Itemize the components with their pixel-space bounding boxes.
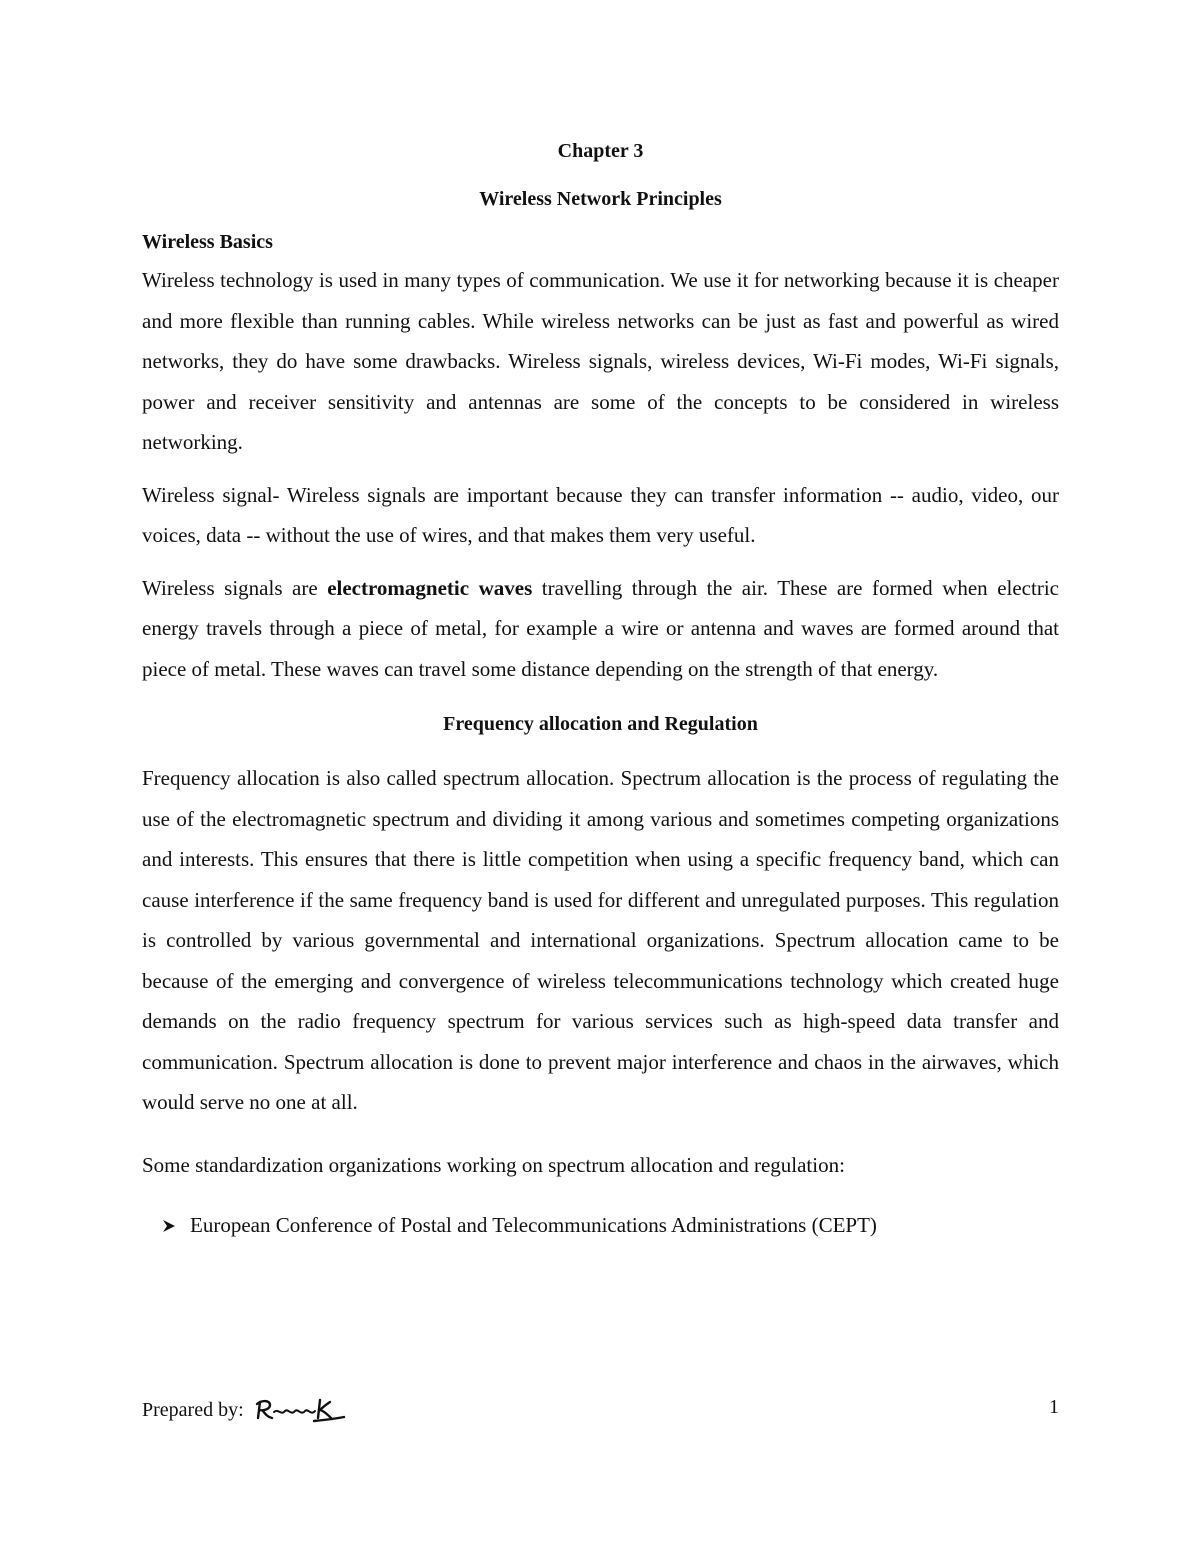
page-content (142, 140, 1059, 1238)
paragraph-spectrum-allocation: Frequency allocation is also called spectrum allocation. Spectrum allocation is the process of regulating the use of the electromagnetic spectrum and dividing it among various and sometimes competing organizations and interests. This ensures that there is little competition when using a specific frequency band, which can cause interference if the same frequency band is used for different and unregulated purposes. This regulation is controlled by various governmental and international organizations. Spectrum allocation came to be because of the emerging and convergence of wireless telecommunications technology which created huge demands on the radio frequency spectrum for various services such as high-speed data transfer and communication. Spectrum allocation is done to prevent major interference and chaos in the airwaves, which would serve no one at all. (142, 766, 1059, 1114)
list-item (162, 1213, 1059, 1238)
paragraph-wireless-technology: Wireless technology is used in many types of communication. We use it for networking because it is cheaper and more flexible than running cables. While wireless networks can be just as fast and powerful as wired networks, they do have some drawbacks. Wireless signals, wireless devices, Wi-Fi modes, Wi-Fi signals, power and receiver sensitivity and antennas are some of the concepts to be considered in wireless networking. (142, 268, 1059, 454)
section-heading-wireless-basics: Wireless Basics (142, 231, 273, 253)
paragraph-text-after: travelling through the air. These are formed when electric energy travels through a piece of metal, for example a wire or antenna and waves are formed around that piece of metal. These waves can travel some distance depending on the strength of that energy. (142, 575, 1059, 681)
page-footer (142, 1394, 1059, 1426)
arrowhead-bullet-icon (162, 1219, 176, 1233)
prepared-by-label: Prepared by: (142, 1398, 244, 1421)
chapter-subtitle: Wireless Network Principles (479, 188, 722, 210)
list-item-text: European Conference of Postal and Telecommunications Administrations (CEPT) (190, 1213, 877, 1237)
organizations-list (142, 1213, 1059, 1238)
section-heading-frequency-allocation: Frequency allocation and Regulation (443, 713, 758, 735)
page-number: 1 (1049, 1396, 1059, 1418)
signature-image (254, 1396, 350, 1424)
paragraph-text-before: Wireless signals are (142, 575, 328, 600)
paragraph-electromagnetic-waves (142, 568, 1059, 690)
paragraph-standardization-organizations: Some standardization organizations working on spectrum allocation and regulation: (142, 1152, 845, 1177)
prepared-by-block (142, 1396, 350, 1424)
paragraph-wireless-signal: Wireless signal- Wireless signals are important because they can transfer information -- audio, video, our voices, data -- without the use of wires, and that makes them very useful. (142, 482, 1059, 547)
bold-term-electromagnetic-waves: electromagnetic waves (327, 575, 533, 600)
chapter-title: Chapter 3 (557, 140, 644, 162)
